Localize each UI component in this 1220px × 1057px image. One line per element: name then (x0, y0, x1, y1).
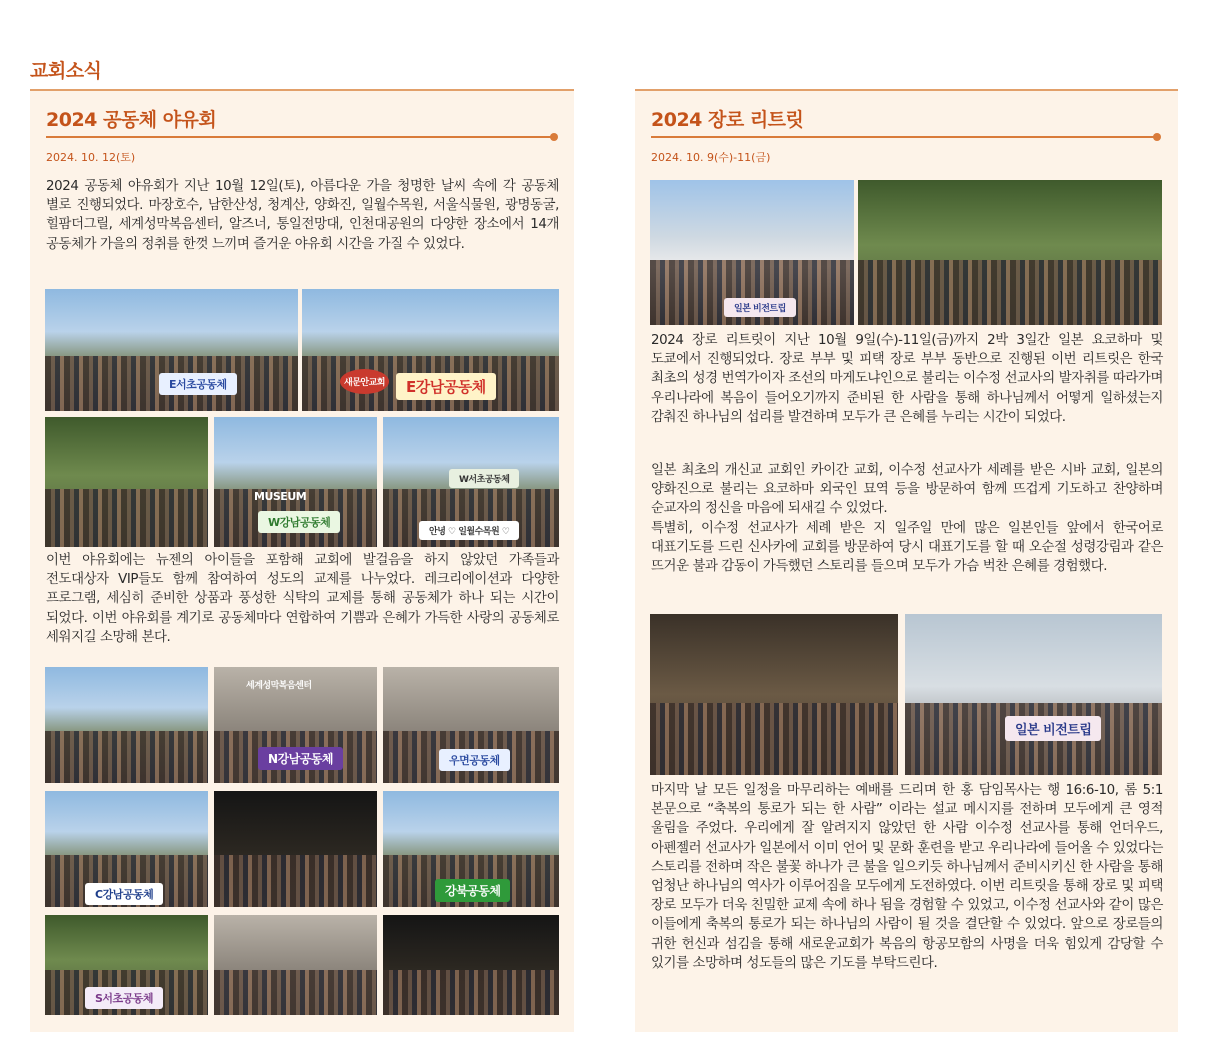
photo-outdoor-camp (45, 417, 208, 547)
photo-worship-service (650, 614, 898, 775)
crowd (45, 489, 208, 548)
photo-e-seocho (45, 289, 298, 411)
title-rule (46, 136, 554, 138)
photo-harbor-group (905, 614, 1162, 775)
crowd (858, 260, 1162, 325)
banner-text: E강남공동체 (396, 373, 496, 400)
article-paragraph: 특별히, 이수정 선교사가 세례 받은 지 일주일 만에 많은 일본인들 앞에서 한국어로 대표기도를 드린 신사카에 교회를 방문하여 당시 대표기도를 할 때 오순절 성령강림과 같은 뜨거운 불과 감동이 가득했던 스토리를 들으며 모두가 가슴 벅찬 은혜를 경험했다. (651, 521, 1163, 575)
photo-w-seocho (383, 417, 559, 547)
photo-cemetery-visit (858, 180, 1162, 325)
banner-text: C강남공동체 (85, 883, 163, 905)
banner-text: W서초공동체 (449, 469, 519, 488)
crowd (214, 855, 377, 907)
photo-e-gangnam (302, 289, 559, 411)
article-picnic (30, 91, 574, 1032)
banner-text: 안녕 ♡ 일월수목원 ♡ (419, 521, 519, 540)
article-title: 2024 공동체 야유회 (46, 109, 217, 131)
photo-umyeon (383, 667, 559, 783)
banner-text: W강남공동체 (258, 511, 340, 533)
banner-text: S서초공동체 (85, 987, 163, 1009)
title-rule (651, 136, 1157, 138)
photo-s-seocho (45, 915, 208, 1015)
article-paragraph: 이번 야유회에는 뉴젠의 아이들을 포함해 교회에 발걸음을 하지 않았던 가족들과 전도대상자 VIP들도 함께 참여하여 성도의 교제를 나누었다. 레크리에이션과 다양한 프로그램, 세심히 준비한 상품과 풍성한 식탁의 교제를 통해 공동체가 하나 되는 시간이 되었다. 이번 야유회를 계기로 공동체마다 연합하여 기쁨과 은혜가 가득한 사랑의 공동체로 세워지길 소망해 본다. (46, 553, 559, 645)
banner-text: N강남공동체 (258, 747, 343, 770)
section-label: 교회소식 (30, 60, 102, 82)
article-paragraph: 2024 장로 리트릿이 지난 10월 9일(수)-11일(금)까지 2박 3일간 일본 요코하마 및 도쿄에서 진행되었다. 장로 부부 및 피택 장로 부부 동반으로 진행된 이번 리트릿은 한국 최초의 성경 번역가이자 조선의 마게도냐인으로 불리는 이수정 선교사의 발자취를 따라가며 우리나라에 복음이 들어오기까지 준비된 한 사람을 통해 하나님께서 어떻게 일하셨는지 감춰진 하나님의 섭리를 발견하며 모두가 큰 은혜를 누리는 시간이 되었다. (651, 333, 1163, 425)
photo-w-gangnam (214, 417, 377, 547)
crowd (45, 731, 208, 783)
photo-gangbuk (383, 791, 559, 907)
crowd (214, 970, 377, 1015)
banner-text: 일본 비전트립 (1005, 716, 1101, 741)
banner-text: 우면공동체 (439, 749, 510, 771)
photo-n-gangnam (214, 667, 377, 783)
photo-c-gangnam (45, 791, 208, 907)
building-sign: 세계성막복음센터 (246, 681, 312, 691)
crowd (650, 703, 898, 775)
article-paragraph: 2024 공동체 야유회가 지난 10월 12일(토), 아름다운 가을 청명한 날씨 속에 각 공동체 별로 진행되었다. 마장호수, 남한산성, 청계산, 양화진, 일월수목원, 서울식물원, 광명동굴, 힐팜더그릴, 세계성막복음센터, 알즈너, 통일전망대, 인천대공원의 다양한 장소에서 14개 공동체가 가을의 정취를 한껏 느끼며 즐거운 야유회 시간을 가질 수 있었다. (46, 179, 559, 252)
banner-text: 일본 비전트립 (724, 298, 796, 317)
crowd (383, 970, 559, 1015)
photo-night-gathering (383, 915, 559, 1015)
banner-sign: 새문안교회 (340, 369, 389, 394)
article-date: 2024. 10. 12(토) (46, 151, 136, 164)
photo-indoor-hall (214, 915, 377, 1015)
photo-night-lights (214, 791, 377, 907)
article-paragraph: 마지막 날 모든 일정을 마무리하는 예배를 드리며 한 홍 담임목사는 행 16:6-10, 롬 5:1 본문으로 “축복의 통로가 되는 한 사람” 이라는 설교 메시지를 전하며 모두에게 큰 영적 울림을 주었다. 우리에게 잘 알려지지 않았던 한 사람 이수정 선교사를 통해 언더우드, 아펜젤러 선교사가 일본에서 이미 언어 및 문화 훈련을 받고 우리나라에 들어올 수 있었다는 스토리를 전하며 작은 불꽃 하나가 큰 불을 일으키듯 하나님께서 준비시키신 한 사람을 통해 엄청난 하나님의 역사가 이루어짐을 모두에게 도전하였다. 이번 리트릿을 통해 장로 및 피택 장로 모두가 더욱 친밀한 교제 속에 하나 됨을 경험할 수 있었고, 이수정 선교사와 같이 많은 이들에게 축복의 통로가 되는 하나님의 사람이 될 것을 결단할 수 있었다. 앞으로 장로들의 귀한 헌신과 섬김을 통해 새로운교회가 복음의 항공모함의 사명을 더욱 힘있게 감당할 수 있기를 소망하며 성도들의 많은 기도를 부탁드린다. (651, 783, 1163, 971)
article-retreat (635, 91, 1178, 1032)
article-title: 2024 장로 리트릿 (651, 109, 804, 131)
article-paragraph: 일본 최초의 개신교 교회인 카이간 교회, 이수정 선교사가 세례를 받은 시바 교회, 일본의 양화진으로 불리는 요코하마 외국인 묘역 등을 방문하여 함께 뜨겁게 기도하고 찬양하며 순교자의 정신을 마음에 되새길 수 있었다. (651, 463, 1163, 517)
photo-park-group (45, 667, 208, 783)
photo-church-group (650, 180, 854, 325)
banner-text: E서초공동체 (159, 373, 237, 395)
article-date: 2024. 10. 9(수)-11(금) (651, 151, 771, 164)
banner-text: 강북공동체 (435, 879, 510, 902)
museum-sign: MUSEUM (254, 490, 307, 503)
